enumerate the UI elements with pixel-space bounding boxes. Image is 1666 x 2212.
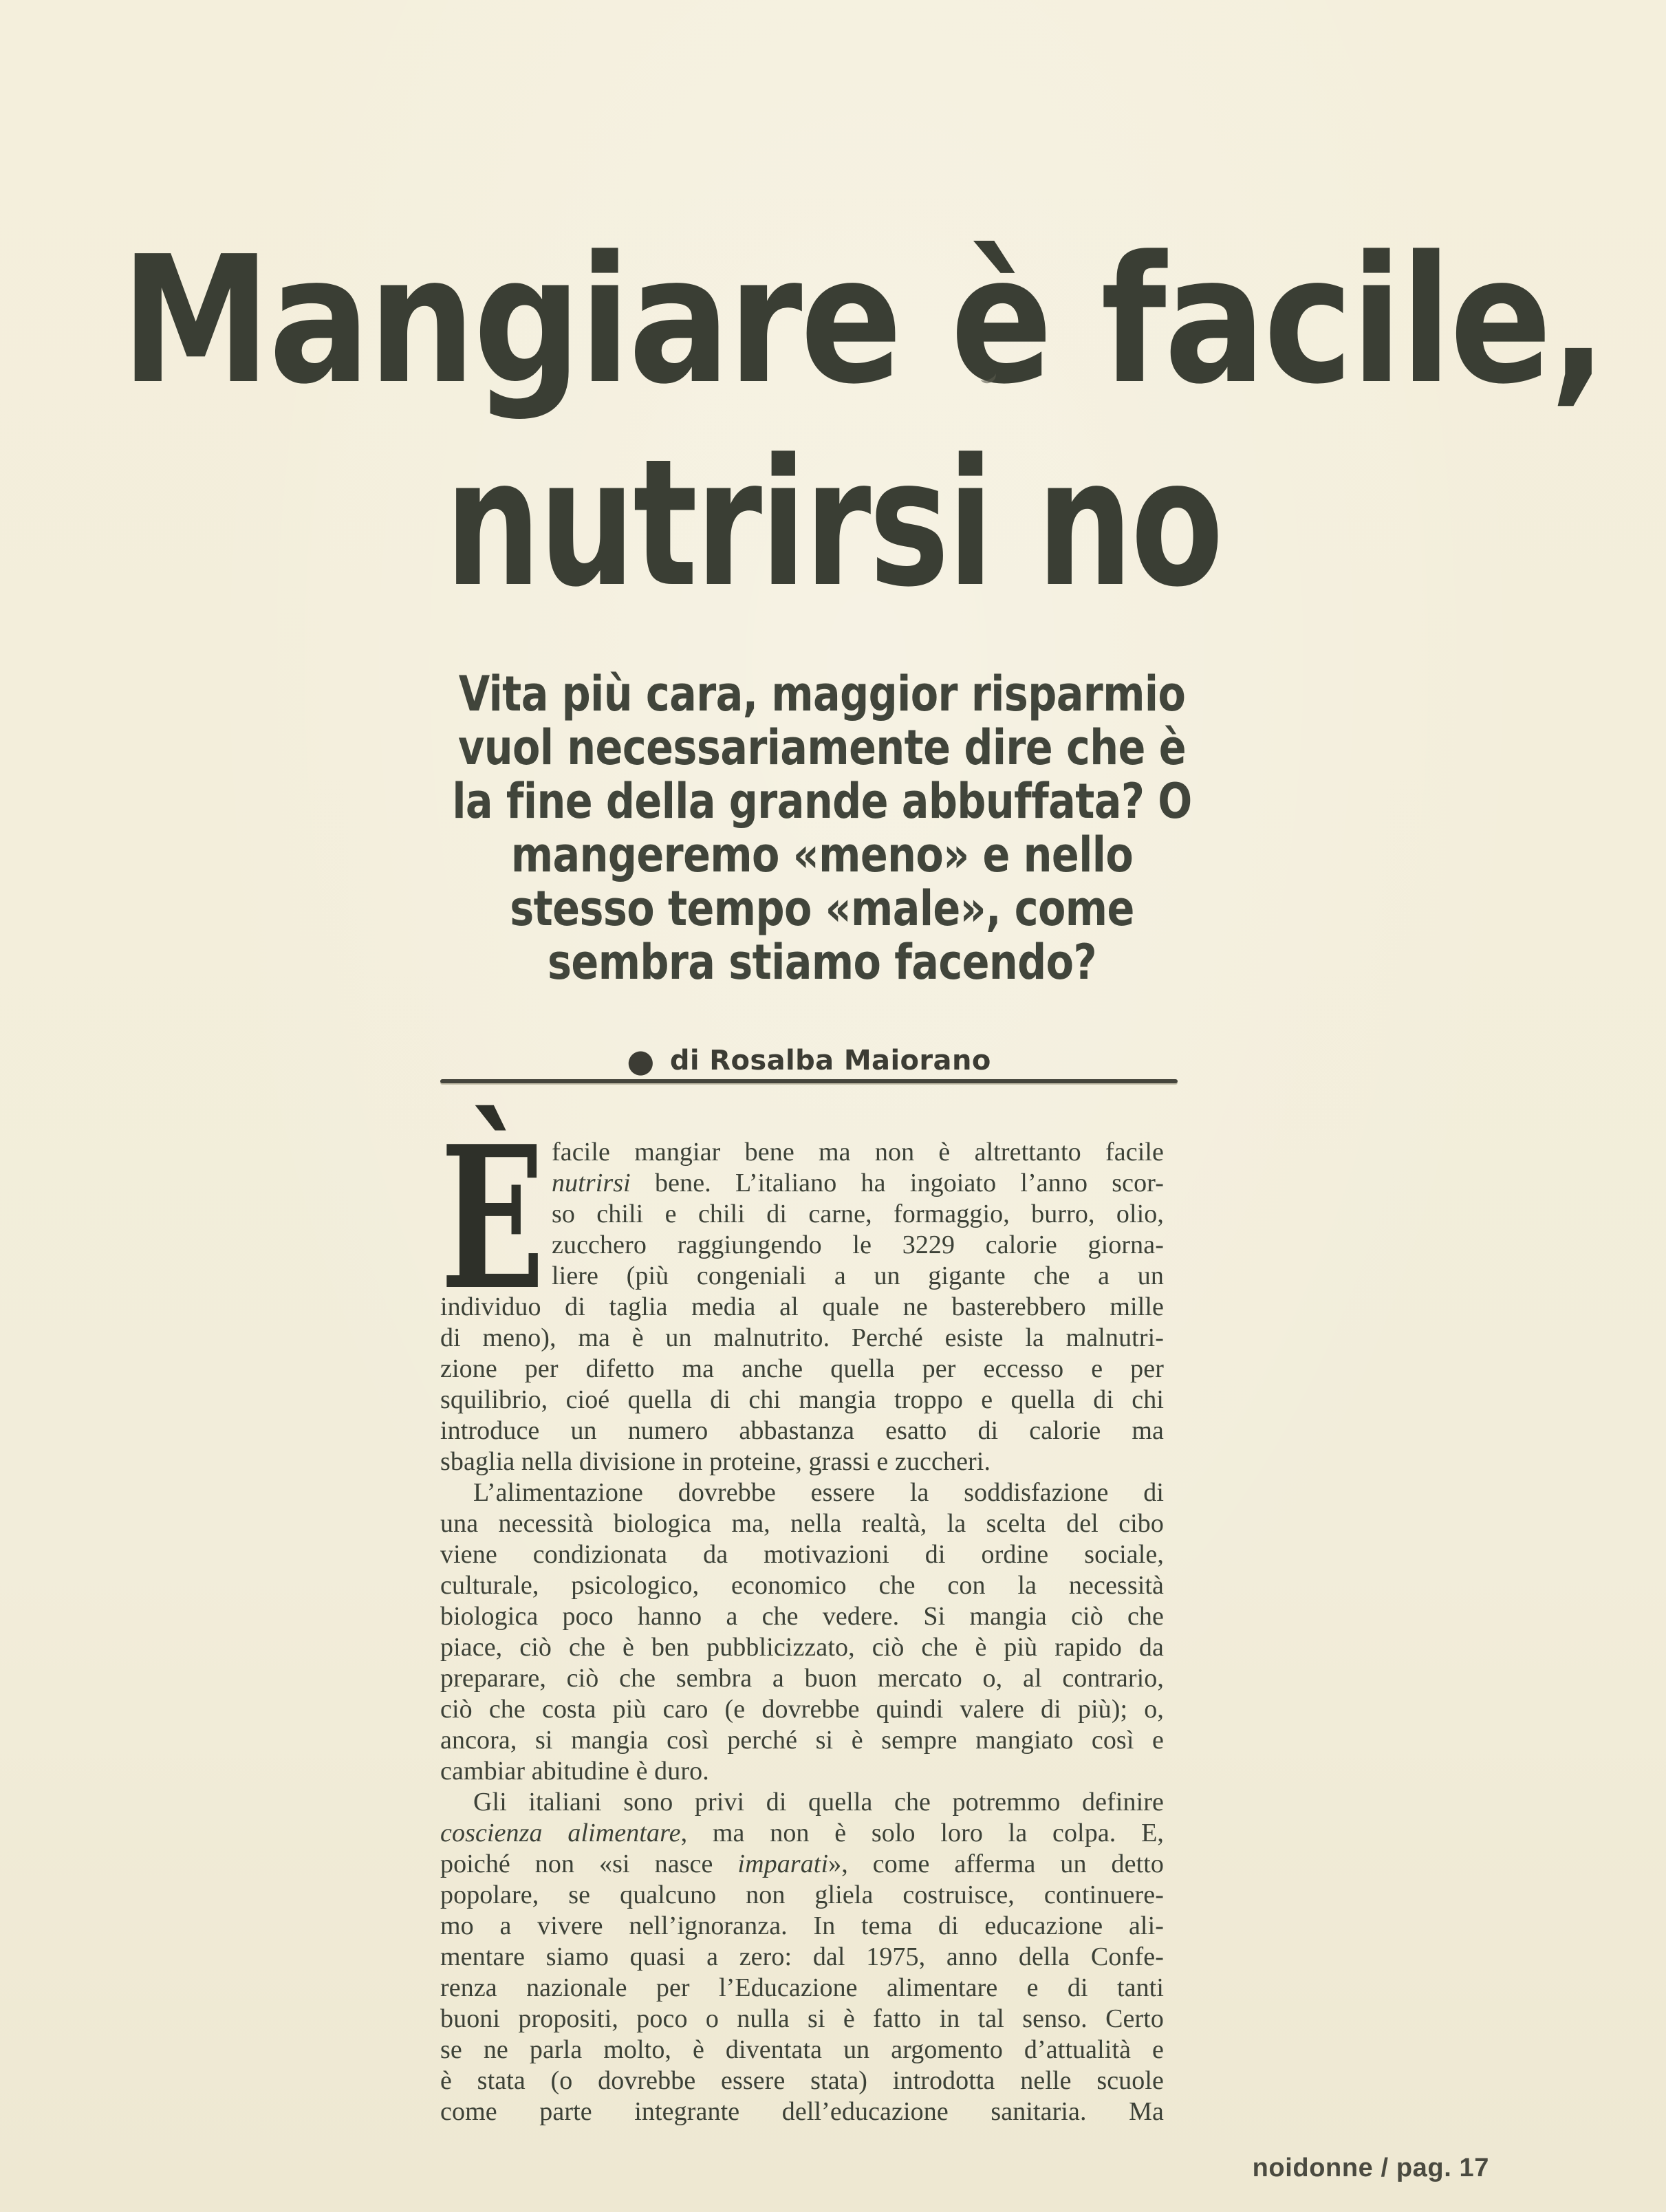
body-line: cambiar abitudine è duro. — [440, 1757, 709, 1786]
standfirst-line: sembra stiamo facendo? — [548, 934, 1096, 990]
body-line: piace, ciò che è ben pubblicizzato, ciò che è più rapido da — [440, 1633, 1164, 1662]
body-line: Gli italiani sono privi di quella che potremmo definire — [473, 1788, 1164, 1817]
body-line: popolare, se qualcuno non gliela costruisce, continuere- — [440, 1880, 1164, 1909]
page-footer: noidonne / pag. 17 — [1252, 2154, 1489, 2182]
drop-cap: È — [440, 1103, 545, 1334]
byline-author: di Rosalba Maiorano — [669, 1045, 991, 1076]
body-paragraph — [440, 1477, 1164, 1787]
body-paragraph — [440, 1103, 1164, 1477]
body-line: nutrirsi bene. L’italiano ha ingoiato l’anno scor- — [552, 1169, 1164, 1197]
body-line: buoni propositi, poco o nulla si è fatto in tal senso. Certo — [440, 2004, 1164, 2033]
body-line: coscienza alimentare, ma non è solo loro la colpa. E, — [440, 1819, 1164, 1847]
body-line: come parte integrante dell’educazione sanitaria. Ma — [440, 2097, 1164, 2126]
article-body — [440, 1103, 1165, 2127]
body-line: culturale, psicologico, economico che con la necessità — [440, 1571, 1164, 1600]
byline — [440, 1042, 1178, 1079]
body-line: ciò che costa più caro (e dovrebbe quindi valere di più); o, — [440, 1695, 1164, 1724]
body-line: zucchero raggiungendo le 3229 calorie giorna- — [552, 1230, 1164, 1259]
body-line: viene condizionata da motivazioni di ordine sociale, — [440, 1540, 1164, 1569]
body-line: squilibrio, cioé quella di chi mangia troppo e quella di chi — [440, 1385, 1164, 1414]
horizontal-rule — [440, 1079, 1178, 1083]
body-line: una necessità biologica ma, nella realtà, la scelta del cibo — [440, 1509, 1164, 1538]
standfirst-line: la fine della grande abbuffata? O — [452, 773, 1192, 830]
body-line: L’alimentazione dovrebbe essere la soddisfazione di — [473, 1478, 1164, 1507]
body-line: preparare, ciò che sembra a buon mercato o, al contrario, — [440, 1664, 1164, 1693]
body-line: individuo di taglia media al quale ne basterebbero mille — [440, 1292, 1164, 1321]
article-title-line-2 — [0, 422, 1666, 626]
body-line: so chili e chili di carne, formaggio, burro, olio, — [552, 1200, 1164, 1228]
body-line: zione per difetto ma anche quella per eccesso e per — [440, 1354, 1164, 1383]
body-line: ancora, si mangia così perché si è sempre mangiato così e — [440, 1726, 1164, 1755]
body-line: renza nazionale per l’Educazione alimentare e di tanti — [440, 1973, 1164, 2002]
body-line: biologica poco hanno a che vedere. Si mangia ciò che — [440, 1602, 1164, 1631]
body-line: facile mangiar bene ma non è altrettanto facile — [552, 1138, 1164, 1167]
body-line: sbaglia nella divisione in proteine, grassi e zuccheri. — [440, 1447, 991, 1476]
body-line: liere (più congeniali a un gigante che a un — [552, 1261, 1164, 1290]
standfirst-line: vuol necessariamente dire che è — [458, 719, 1186, 776]
standfirst-line: Vita più cara, maggior risparmio — [458, 666, 1186, 722]
article-title-text-2: nutrirsi no — [444, 422, 1222, 626]
body-line: introduce un numero abbastanza esatto di calorie ma — [440, 1416, 1164, 1445]
body-line: se ne parla molto, è diventata un argomento d’attualità e — [440, 2035, 1164, 2064]
article-standfirst — [122, 667, 1522, 989]
standfirst-line: stesso tempo «male», come — [510, 880, 1134, 937]
article-title-line-1 — [0, 219, 1666, 423]
body-line: poiché non «si nasce imparati», come afferma un detto — [440, 1850, 1165, 1878]
body-line: mo a vivere nell’ignoranza. In tema di educazione ali- — [440, 1911, 1164, 1940]
bullet-icon: ● — [627, 1042, 655, 1079]
body-line: mentare siamo quasi a zero: dal 1975, anno della Confe- — [440, 1942, 1164, 1971]
standfirst-line: mangeremo «meno» e nello — [510, 827, 1134, 883]
body-line: di meno), ma è un malnutrito. Perché esiste la malnutri- — [440, 1323, 1164, 1352]
body-line: è stata (o dovrebbe essere stata) introdotta nelle scuole — [440, 2066, 1164, 2095]
article-title-text-1: Mangiare è facile, — [120, 219, 1605, 423]
body-paragraph — [440, 1787, 1164, 2127]
